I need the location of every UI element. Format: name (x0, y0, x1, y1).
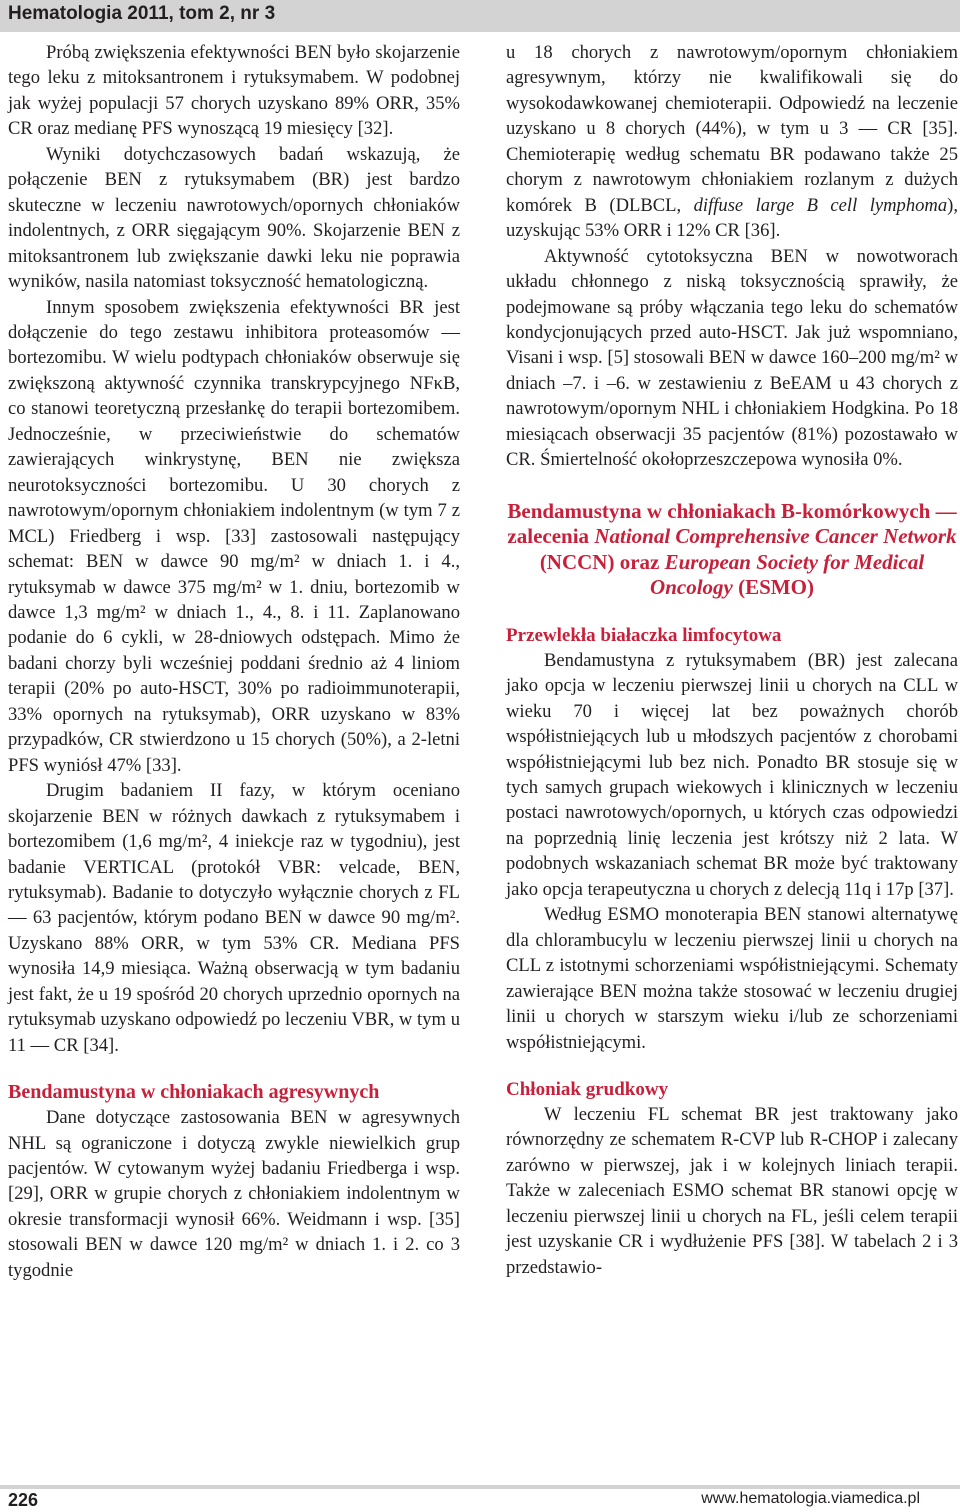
footer-rule (0, 1485, 960, 1489)
paragraph: Próbą zwiększenia efektywności BEN było skojarzenie tego leku z mitoksantronem i rytuksymabem. W podobnej jak wyżej populacji 57 chorych uzyskano 89% ORR, 35% CR oraz medianę PFS wynoszącą 19 miesięcy [32]. (8, 42, 460, 140)
paragraph: W leczeniu FL schemat BR jest traktowany jako równorzędny ze schematem R-CVP lub R-CHOP i zalecany zarówno w pierwszej, jak i w kolejnych liniach terapii. Także w zaleceniach ESMO schemat BR stanowi opcję w leczeniu pierwszej linii u chorych na FL, jeśli celem terapii jest uzyskanie CR i wydłużenie PFS [38]. W tabelach 2 i 3 przedstawio- (506, 1103, 958, 1278)
section-heading-aggressive: Bendamustyna w chłoniakach agresywnych (8, 1081, 380, 1104)
paragraph: Drugim badaniem II fazy, w którym oceniano skojarzenie BEN w różnych dawkach z rytuksymabem i bortezomibem (1,6 mg/m², 4 iniekcje raz w tygodniu), jest badanie VERTICAL (protokół VBR: velcade, BEN, rytuksymab). Badanie to dotyczyło wyłącznie chorych z FL — 63 pacjentów, którym podano BEN w dawce 90 mg/m². Uzyskano 88% ORR, w tym 53% CR. Mediana PFS wynosiła 14,9 miesiąca. Ważną obserwacją w tym badaniu jest fakt, że u 19 spośród 20 chorych uprzednio opornych na rytuksymab uzyskano odpowiedź po leczeniu VBR, w tym u 11 — CR [34]. (8, 780, 460, 1056)
text-run: u 18 chorych z nawrotowym/opornym chłoniakiem agresywnym, którzy nie kwalifikowali się do wysokodawkowanej chemioterapii. Odpowiedź na leczenie uzyskano u 8 chorych (44%), w tym u 3 — CR [35]. Chemioterapię według schematu BR podawano także 25 chorym z nawrotowym chłoniakiem rozlanym z dużych komórek B (DLBCL, (506, 42, 958, 216)
subheading-follicular: Chłoniak grudkowy (506, 1078, 669, 1100)
heading-run: (NCCN) oraz (539, 549, 665, 574)
paragraph: Innym sposobem zwiększenia efektywności BR jest dołączenie do tego zestawu inhibitora proteasomów — bortezomibu. W wielu podtypach chłoniaków obserwuje się zwiększoną aktywność czynnika transkrypcyjnego NFκB, co stanowi teoretyczną przesłankę do terapii bortezomibem. Jednocześnie, w przeciwieństwie do schematów zawierających winkrystynę, BEN nie zwiększa neurotoksyczności bortezomibu. U 30 chorych z nawrotowym/opornym chłoniakiem indolentnym (w tym 7 z MCL) Friedberg i wsp. [33] zastosowali następujący schemat: BEN w dawce 90 mg/m² w dniach 1. i 4., rytuksymab w dawce 375 mg/m² w 1. dniu, bortezomib w dawce 1,3 mg/m² w dniach 1., 4., 8. i 11. Zaplanowano podanie do 6 cykli, w 28-dniowych odstępach. Mimo że badani chorzy byli wcześniej poddani średnio aż 4 liniom terapii (20% po auto-HSCT, 30% po radioimmunoterapii, 33% opornych na rytuksymab), ORR uzyskano w 83% przypadków, CR stwierdzono u 15 chorych (50%), a 2-letni PFS wyniósł 47% [33]. (8, 296, 460, 776)
heading-run: Bendamustyna w chłoniakach B-komórkowych — zalecenia (507, 498, 957, 549)
paragraph: Według ESMO monoterapia BEN stanowi alternatywę dla chlorambucylu w leczeniu pierwszej linii u chorych na CLL z istotnymi schorzeniami współistniejącymi. Schematy zawierające BEN można także stosować w leczeniu drugiej linii u chorych w starszym wieku i/lub ze schorzeniami współistniejącymi. (506, 904, 958, 1053)
left-column (8, 40, 460, 1283)
paragraph: Dane dotyczące zastosowania BEN w agresywnych NHL są ograniczone i dotyczą zwykle niewielkich grup pacjentów. W cytowanym wyżej badaniu Friedberga i wsp. [29], ORR w grupie chorych z chłoniakiem indolentnym w okresie transformacji wynosił 66%. Weidmann i wsp. [35] stosowali BEN w dawce 120 mg/m² w dniach 1. i 2. co 3 tygodnie (8, 1107, 460, 1281)
text-run-italic: diffuse large B cell lymphoma (693, 194, 948, 216)
heading-run-italic: European Society for Medical Oncology (650, 549, 925, 600)
journal-title: Hematologia 2011, tom 2, nr 3 (8, 3, 276, 24)
right-column (506, 40, 958, 1280)
section-heading-recommendations (506, 499, 958, 601)
paragraph: Aktywność cytotoksyczna BEN w nowotworach układu chłonnego z niską toksycznością sprawiły, że podejmowane są próby włączania tego leku do schematów kondycjonujących przed auto-HSCT. Jak już wspomniano, Visani i wsp. [5] stosowali BEN w dawce 160–200 mg/m² w dniach –7. i –6. w zestawieniu z BeEAM u 43 chorych z nawrotowym/opornym NHL i chłoniakiem Hodgkina. Po 18 miesiącach obserwacji 35 pacjentów (81%) pozostawało w CR. Śmiertelność okołoprzeszczepowa wynosiła 0%. (506, 245, 958, 471)
subheading-cll: Przewlekła białaczka limfocytowa (506, 624, 782, 646)
text-run: ), uzyskując 53% ORR i 12% CR [36]. (506, 194, 959, 242)
paragraph: Bendamustyna z rytuksymabem (BR) jest zalecana jako opcja w leczeniu pierwszej linii u chorych na CLL w wieku 70 i więcej lat bez poważnych chorób współistniejących lub u młodszych pacjentów z chorobami współistniejącymi lub bez nich. Ponadto BR stosuje się w tych samych grupach wiekowych i klinicznych w leczeniu postaci nawrotowych/opornych, u których czas odpowiedzi na poprzednią linię leczenia jest krótszy niż 2 lata. W podobnych wskazaniach schemat BR może być traktowany jako opcja terapeutyczna u chorych z delecją 11q i 17p [37]. (506, 649, 958, 900)
page-number: 226 (8, 1490, 39, 1510)
website-link[interactable]: www.hematologia.viamedica.pl (701, 1490, 920, 1507)
heading-run-italic: National Comprehensive Cancer Network (594, 524, 957, 549)
paragraph: Wyniki dotychczasowych badań wskazują, że połączenie BEN z rytuksymabem (BR) jest bardzo skuteczne w leczeniu nawrotowych/opornych chłoniaków indolentnych, z ORR sięgającym 90%. Skojarzenie BEN z mitoksantronem lub zwiększanie dawki leku nie poprawia wyników, nasila natomiast toksyczność hematologiczną. (8, 143, 460, 293)
paragraph (506, 40, 958, 244)
heading-run: (ESMO) (732, 575, 814, 600)
journal-header (0, 0, 960, 32)
